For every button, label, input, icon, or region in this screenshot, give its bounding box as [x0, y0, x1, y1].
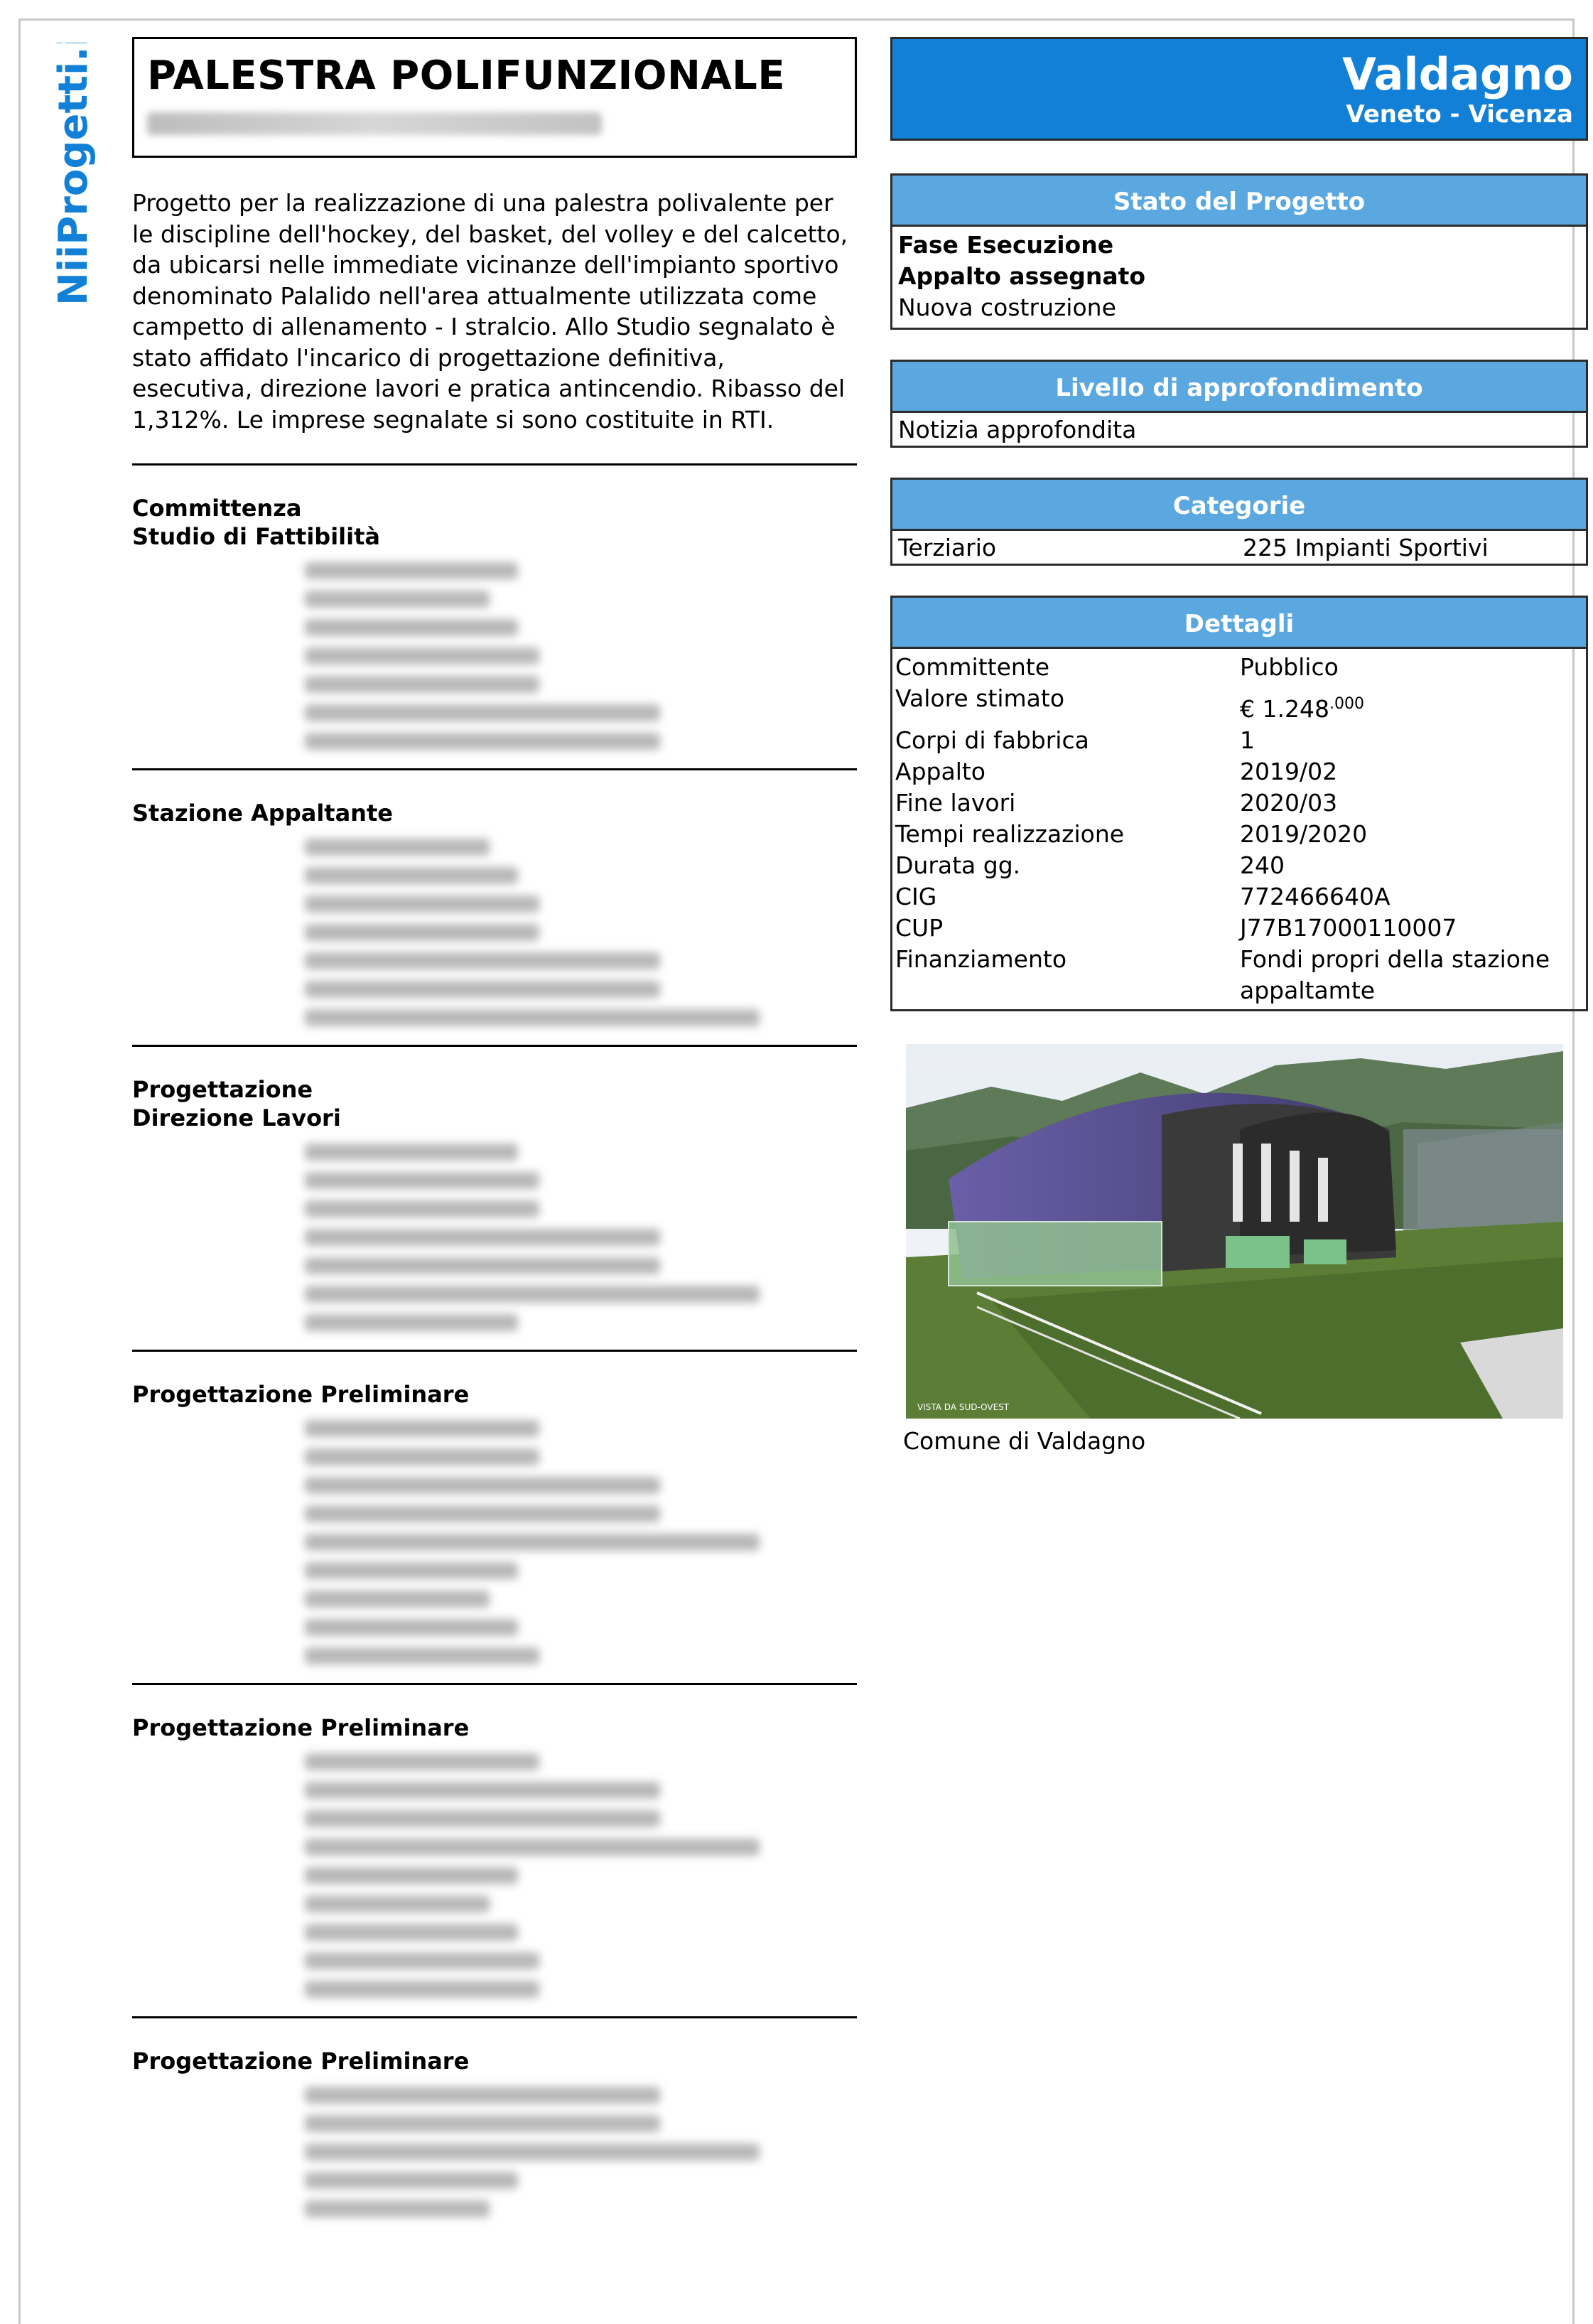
- dettagli-value-text: 772466640A: [1240, 883, 1390, 910]
- blurred-line: [305, 1839, 760, 1856]
- dettagli-box: [890, 596, 1588, 1011]
- blurred-line: [305, 1981, 539, 1998]
- stato-progetto-box: [890, 173, 1588, 330]
- contacts-sections: [132, 463, 857, 2217]
- left-column: [132, 37, 857, 2229]
- blurred-line: [305, 1477, 660, 1494]
- city-name: Valdagno: [1341, 48, 1573, 100]
- blurred-line: [305, 867, 518, 884]
- dettagli-key: Valore stimato: [895, 684, 1065, 712]
- blurred-line: [305, 562, 518, 579]
- title-box: [132, 37, 857, 158]
- dettagli-row: [895, 819, 1583, 850]
- blurred-line: [305, 2143, 760, 2161]
- blurred-line: [305, 1505, 660, 1522]
- categorie-header: Categorie: [892, 480, 1586, 531]
- blurred-line: [305, 1172, 539, 1189]
- blurred-line: [305, 1782, 660, 1799]
- dettagli-key: CUP: [895, 914, 944, 942]
- blurred-line: [305, 2087, 660, 2104]
- section-sublabel: Direzione Lavori: [132, 1104, 341, 1131]
- project-address-blurred: [147, 112, 602, 135]
- section-label: Progettazione: [132, 1076, 313, 1103]
- logo-text: NiiProgetti.it: [50, 43, 97, 306]
- categoria-right: 225 Impianti Sportivi: [1243, 534, 1489, 561]
- dettagli-value: [1240, 683, 1583, 725]
- section-divider: [132, 768, 857, 770]
- dettagli-key: Durata gg.: [895, 851, 1021, 879]
- blurred-line: [305, 647, 539, 665]
- blurred-contact-details: [305, 839, 857, 1026]
- blurred-line: [305, 1924, 518, 1941]
- dettagli-row: [895, 683, 1583, 725]
- dettagli-value: [1240, 944, 1583, 1006]
- livello-box: [890, 360, 1588, 448]
- section-label: Progettazione Preliminare: [132, 1381, 470, 1408]
- dettagli-value: [1240, 913, 1583, 944]
- niiprogetti-logo: [50, 43, 99, 313]
- contact-section: [132, 463, 857, 750]
- dettagli-value-sup: .000: [1329, 695, 1364, 713]
- contact-section: [132, 1683, 857, 1998]
- section-label: Progettazione Preliminare: [132, 1714, 470, 1741]
- section-divider: [132, 1045, 857, 1047]
- dettagli-row: [895, 881, 1583, 913]
- contact-section: [132, 1045, 857, 1331]
- dettagli-value: [1240, 652, 1583, 683]
- photo-caption: Comune di Valdagno: [903, 1427, 1146, 1455]
- blurred-line: [305, 1810, 660, 1827]
- blurred-line: [305, 676, 539, 693]
- dettagli-key: CIG: [895, 883, 937, 910]
- dettagli-row: [895, 756, 1583, 787]
- blurred-contact-details: [305, 1753, 857, 1998]
- blurred-line: [305, 952, 660, 969]
- dettagli-value-text: Fondi propri della stazione appaltamte: [1240, 945, 1550, 1004]
- dettagli-value-text: 2019/02: [1240, 758, 1338, 785]
- blurred-line: [305, 1867, 518, 1884]
- dettagli-row: [895, 652, 1583, 683]
- logo-svg: [50, 43, 99, 313]
- dettagli-table: [895, 652, 1583, 1006]
- photo-block: [903, 1044, 1563, 1455]
- section-label: Progettazione Preliminare: [132, 2048, 470, 2075]
- dettagli-key: Committente: [895, 653, 1050, 681]
- blurred-contact-details: [305, 1144, 857, 1331]
- blurred-line: [305, 733, 660, 750]
- dettagli-header: Dettagli: [892, 598, 1586, 649]
- blurred-line: [305, 2115, 660, 2132]
- contact-section: [132, 2016, 857, 2217]
- stato-header: Stato del Progetto: [892, 176, 1586, 227]
- dettagli-value: [1240, 725, 1583, 756]
- blurred-line: [305, 591, 490, 608]
- dettagli-value-text: 2020/03: [1240, 789, 1338, 817]
- dettagli-row: [895, 944, 1583, 1006]
- blurred-line: [305, 1286, 760, 1303]
- dettagli-value-text: 240: [1240, 851, 1285, 879]
- blurred-line: [305, 839, 490, 856]
- region-name: Veneto - Vicenza: [1346, 100, 1573, 129]
- dettagli-row: [895, 787, 1583, 819]
- blurred-line: [305, 1591, 490, 1608]
- dettagli-value-text: J77B17000110007: [1240, 914, 1457, 942]
- blurred-line: [305, 924, 539, 941]
- blurred-line: [305, 1534, 760, 1551]
- blurred-line: [305, 1619, 518, 1636]
- location-box: [890, 37, 1588, 141]
- dettagli-value-text: 2019/2020: [1240, 820, 1368, 848]
- dettagli-value-text: € 1.248: [1240, 695, 1329, 723]
- dettagli-value: [1240, 819, 1583, 850]
- blurred-line: [305, 1257, 660, 1274]
- section-divider: [132, 2016, 857, 2018]
- section-divider: [132, 463, 857, 466]
- dettagli-row: [895, 850, 1583, 881]
- dettagli-key: Finanziamento: [895, 945, 1067, 973]
- blurred-contact-details: [305, 562, 857, 750]
- project-rendering-image: [906, 1044, 1563, 1419]
- blurred-line: [305, 895, 539, 913]
- dettagli-key: Fine lavori: [895, 789, 1016, 817]
- blurred-line: [305, 1753, 539, 1770]
- blurred-line: [305, 2172, 518, 2189]
- blurred-line: [305, 1895, 490, 1913]
- blurred-line: [305, 1952, 539, 1969]
- blurred-line: [305, 1229, 660, 1246]
- dettagli-value: [1240, 850, 1583, 881]
- contact-section: [132, 768, 857, 1026]
- blurred-contact-details: [305, 1420, 857, 1664]
- blurred-line: [305, 619, 518, 636]
- categorie-box: [890, 478, 1588, 566]
- dettagli-key: Appalto: [895, 758, 986, 785]
- dettagli-row: [895, 913, 1583, 944]
- blurred-line: [305, 2200, 490, 2217]
- section-divider: [132, 1350, 857, 1352]
- section-sublabel: Studio di Fattibilità: [132, 523, 380, 550]
- dettagli-value-text: 1: [1240, 726, 1255, 754]
- blurred-line: [305, 1009, 760, 1026]
- contact-section: [132, 1350, 857, 1664]
- blurred-line: [305, 704, 660, 721]
- project-title: PALESTRA POLIFUNZIONALE: [147, 53, 786, 99]
- right-column: [890, 37, 1588, 1455]
- blurred-line: [305, 1144, 518, 1161]
- livello-header: Livello di approfondimento: [892, 362, 1586, 413]
- blurred-line: [305, 1448, 539, 1465]
- dettagli-row: [895, 725, 1583, 756]
- dettagli-key: Corpi di fabbrica: [895, 726, 1089, 754]
- categoria-left: Terziario: [898, 534, 997, 561]
- blurred-line: [305, 981, 660, 998]
- stato-appalto: Appalto assegnato: [898, 262, 1146, 290]
- livello-value: Notizia approfondita: [898, 416, 1137, 443]
- stato-fase: Fase Esecuzione: [898, 231, 1114, 259]
- dettagli-value: [1240, 787, 1583, 819]
- photo-overlay-label: VISTA DA SUD-OVEST: [917, 1402, 1010, 1412]
- dettagli-key: Tempi realizzazione: [895, 820, 1125, 848]
- stato-tipo: Nuova costruzione: [898, 294, 1116, 321]
- dettagli-value: [1240, 756, 1583, 787]
- blurred-line: [305, 1200, 539, 1217]
- project-description: Progetto per la realizzazione di una palestra polivalente per le discipline dell'hockey, del basket, del volley e del calcetto, da ubicarsi nelle immediate vicinanze dell'impianto sportivo denominato Palalido nell'area attualmente utilizzata come campetto di allenamento - I stralcio. Allo Studio segnalato è stato affidato l'incarico di progettazione definitiva, esecutiva, direzione lavori e pratica antincendio. Ribasso del 1,312%. Le imprese segnalate si sono costituite in RTI.: [132, 189, 848, 434]
- dettagli-value: [1240, 881, 1583, 913]
- section-label: Stazione Appaltante: [132, 800, 393, 827]
- section-label: Committenza: [132, 495, 302, 522]
- blurred-line: [305, 1314, 518, 1331]
- blurred-line: [305, 1562, 518, 1579]
- blurred-line: [305, 1647, 539, 1664]
- blurred-line: [305, 1420, 539, 1437]
- blurred-contact-details: [305, 2087, 857, 2217]
- section-divider: [132, 1683, 857, 1685]
- dettagli-value-text: Pubblico: [1240, 653, 1339, 681]
